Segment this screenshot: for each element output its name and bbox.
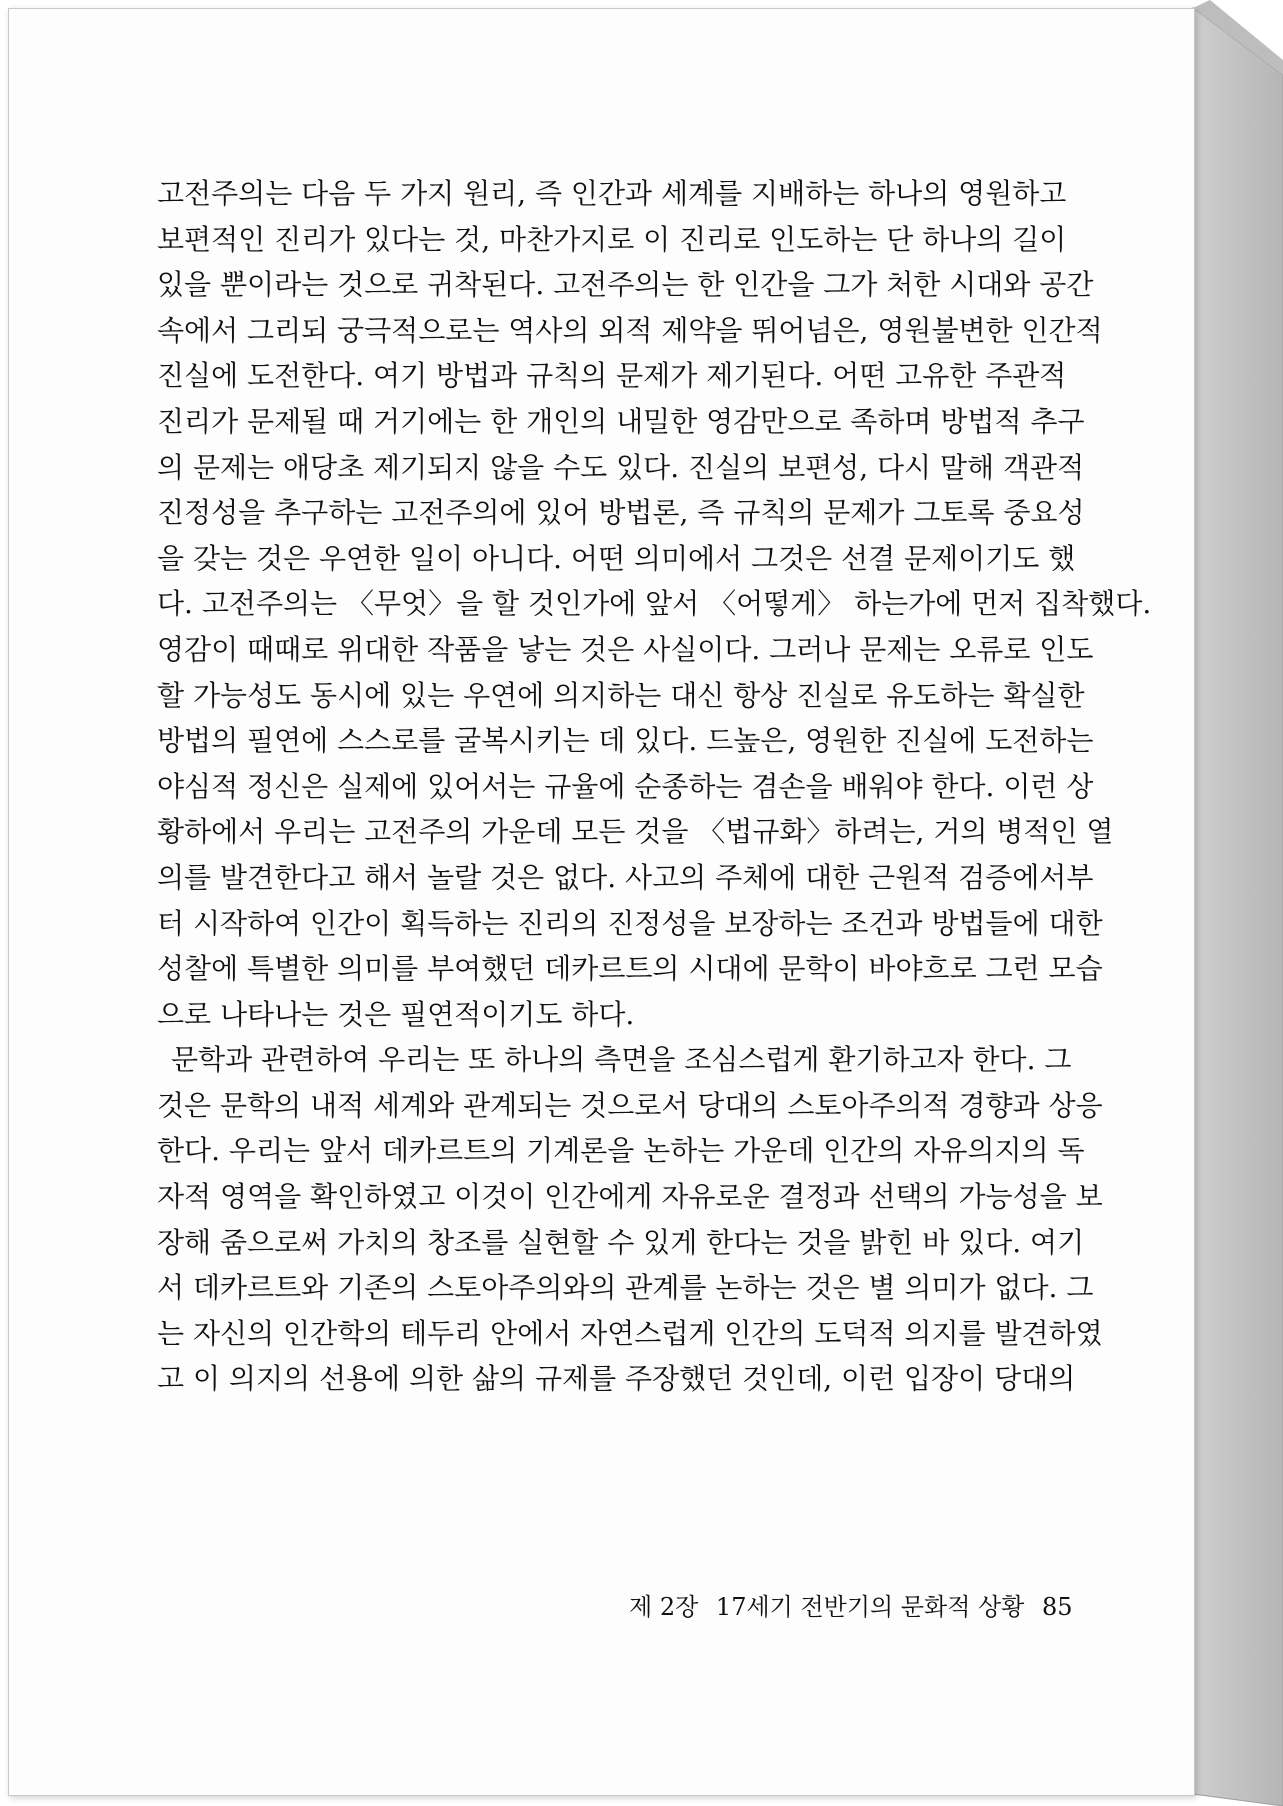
body-text xyxy=(157,171,1152,1402)
chapter-label: 제 2장 xyxy=(629,1593,699,1621)
text-line: 고 이 의지의 선용에 의한 삶의 규제를 주장했던 것인데, 이런 입장이 당대의 xyxy=(157,1362,1076,1396)
text-line: 진정성을 추구하는 고전주의에 있어 방법론, 즉 규칙의 문제가 그토록 중요성 xyxy=(157,496,1085,530)
text-line: 것은 문학의 내적 세계와 관계되는 것으로서 당대의 스토아주의적 경향과 상응 xyxy=(157,1088,1103,1122)
text-line: 한다. 우리는 앞서 데카르트의 기계론을 논하는 가운데 인간의 자유의지의 독 xyxy=(157,1134,1085,1168)
text-line: 을 갖는 것은 우연한 일이 아니다. 어떤 의미에서 그것은 선결 문제이기도 했 xyxy=(157,541,1076,575)
text-line: 자적 영역을 확인하였고 이것이 인간에게 자유로운 결정과 선택의 가능성을 보 xyxy=(157,1180,1103,1214)
text-line: 의를 발견한다고 해서 놀랄 것은 없다. 사고의 주체에 대한 근원적 검증에서부 xyxy=(157,860,1094,894)
text-line: 터 시작하여 인간이 획득하는 진리의 진정성을 보장하는 조건과 방법들에 대한 xyxy=(157,906,1103,940)
text-line: 서 데카르트와 기존의 스토아주의와의 관계를 논하는 것은 별 의미가 없다. 그 xyxy=(157,1271,1094,1305)
page-number: 85 xyxy=(1042,1593,1073,1621)
text-line: 속에서 그리되 궁극적으로는 역사의 외적 제약을 뛰어넘은, 영원불변한 인간적 xyxy=(157,313,1103,347)
book-page xyxy=(8,8,1195,1796)
text-line: 야심적 정신은 실제에 있어서는 규율에 순종하는 겸손을 배워야 한다. 이런 상 xyxy=(157,769,1094,803)
text-line: 진실에 도전한다. 여기 방법과 규칙의 문제가 제기된다. 어떤 고유한 주관적 xyxy=(157,359,1067,393)
text-line: 는 자신의 인간학의 테두리 안에서 자연스럽게 인간의 도덕적 의지를 발견하였 xyxy=(157,1316,1103,1350)
text-line: 할 가능성도 동시에 있는 우연에 의지하는 대신 항상 진실로 유도하는 확실한 xyxy=(157,678,1085,712)
text-line: 으로 나타나는 것은 필연적이기도 하다. xyxy=(157,997,635,1031)
text-line: 장해 줌으로써 가치의 창조를 실현할 수 있게 한다는 것을 밝힌 바 있다. 여기 xyxy=(157,1225,1085,1259)
text-line: 있을 뿐이라는 것으로 귀착된다. 고전주의는 한 인간을 그가 처한 시대와 공간 xyxy=(157,268,1094,302)
text-line: 다. 고전주의는 〈무엇〉을 할 것인가에 앞서 〈어떻게〉 하는가에 먼저 집착했다. xyxy=(157,587,1152,621)
text-line: 보편적인 진리가 있다는 것, 마찬가지로 이 진리로 인도하는 단 하나의 길이 xyxy=(157,222,1067,256)
text-line: 진리가 문제될 때 거기에는 한 개인의 내밀한 영감만으로 족하며 방법적 추구 xyxy=(157,404,1085,438)
text-line: 영감이 때때로 위대한 작품을 낳는 것은 사실이다. 그러나 문제는 오류로 인도 xyxy=(157,632,1094,666)
text-line: 고전주의는 다음 두 가지 원리, 즉 인간과 세계를 지배하는 하나의 영원하고 xyxy=(157,177,1067,210)
text-line: 방법의 필연에 스스로를 굴복시키는 데 있다. 드높은, 영원한 진실에 도전하는 xyxy=(157,724,1094,758)
chapter-title: 17세기 전반기의 문화적 상황 xyxy=(715,1593,1025,1621)
paragraph-start-line: 문학과 관련하여 우리는 또 하나의 측면을 조심스럽게 환기하고자 한다. 그 xyxy=(171,1043,1072,1077)
text-line: 황하에서 우리는 고전주의 가운데 모든 것을 〈법규화〉하려는, 거의 병적인 열 xyxy=(157,815,1114,849)
running-footer xyxy=(629,1587,1073,1622)
text-line: 성찰에 특별한 의미를 부여했던 데카르트의 시대에 문학이 바야흐로 그런 모습 xyxy=(157,952,1103,986)
text-line: 의 문제는 애당초 제기되지 않을 수도 있다. 진실의 보편성, 다시 말해 객관적 xyxy=(157,450,1085,484)
